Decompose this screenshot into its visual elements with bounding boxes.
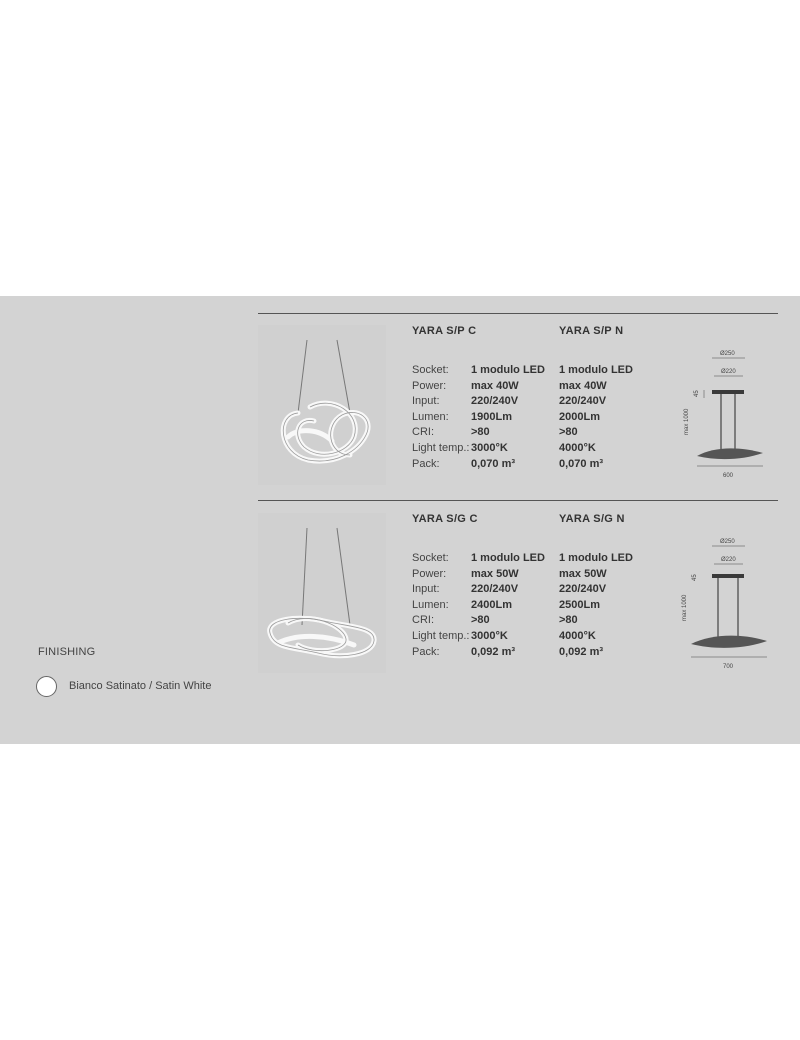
spec-label-power: Power: [412, 379, 447, 392]
spec-value: 0,070 m³ [471, 457, 516, 470]
model-name-c: YARA S/G C [412, 513, 478, 525]
spec-value: 2400Lm [471, 598, 512, 611]
spec-value: 3000°K [471, 441, 508, 454]
spec-label-cri: CRI: [412, 426, 434, 439]
spec-values-c [471, 551, 545, 660]
model-name-n: YARA S/G N [559, 513, 625, 525]
spec-value: 220/240V [559, 395, 607, 408]
spec-value: 220/240V [471, 583, 519, 596]
spec-value: 1 modulo LED [559, 364, 633, 376]
spec-value: 2500Lm [559, 598, 600, 611]
spec-value: >80 [471, 614, 490, 627]
spec-value: 1900Lm [471, 410, 512, 423]
product-yara-sp [258, 313, 788, 488]
spec-label-pack: Pack: [412, 645, 440, 658]
spec-value: 1 modulo LED [471, 364, 545, 376]
spec-value: 0,070 m³ [559, 457, 604, 470]
spec-value: 2000Lm [559, 410, 600, 423]
spec-value: 1 modulo LED [559, 552, 633, 564]
dim-max-height: max 1000 [682, 594, 688, 621]
spec-value: 4000°K [559, 441, 596, 454]
spec-value: 0,092 m³ [559, 645, 604, 658]
spec-values-n [559, 363, 633, 472]
dim-inner-diameter: Ø220 [721, 557, 736, 563]
spec-label-socket: Socket: [412, 364, 449, 376]
technical-drawing [682, 515, 773, 670]
dim-outer-diameter: Ø250 [720, 351, 735, 357]
finishing-title: FINISHING [38, 646, 96, 658]
spec-value: 220/240V [471, 395, 519, 408]
finish-label: Bianco Satinato / Satin White [69, 680, 212, 692]
spec-label-socket: Socket: [412, 552, 449, 564]
dim-outer-diameter: Ø250 [720, 539, 735, 545]
model-name-n: YARA S/P N [559, 325, 624, 337]
spec-labels [412, 551, 469, 660]
product-yara-sg [258, 501, 788, 676]
spec-value: 220/240V [559, 583, 607, 596]
spec-value: max 50W [559, 567, 607, 580]
dim-top-height: 45 [694, 390, 700, 397]
product-photo [258, 325, 386, 485]
spec-label-lumen: Lumen: [412, 598, 449, 611]
model-name-c: YARA S/P C [412, 325, 477, 337]
spec-label-input: Input: [412, 395, 440, 408]
spec-label-input: Input: [412, 583, 440, 596]
spec-value: >80 [559, 426, 578, 439]
spec-label-light-temp: Light temp.: [412, 629, 470, 642]
dim-width: 700 [723, 664, 734, 670]
spec-values-n [559, 551, 633, 660]
dim-max-height: max 1000 [684, 408, 690, 435]
spec-value: 3000°K [471, 629, 508, 642]
technical-drawing [683, 327, 773, 477]
dim-top-height: 45 [692, 574, 698, 581]
spec-label-pack: Pack: [412, 457, 440, 470]
spec-value: >80 [471, 426, 490, 439]
dim-inner-diameter: Ø220 [721, 369, 736, 375]
spec-value: max 50W [471, 567, 519, 580]
spec-value: max 40W [559, 379, 607, 392]
dim-width: 600 [723, 473, 734, 479]
product-photo [258, 513, 386, 673]
spec-value: 1 modulo LED [471, 552, 545, 564]
finish-swatch-satin-white[interactable] [36, 676, 57, 697]
spec-label-power: Power: [412, 567, 447, 580]
spec-values-c [471, 363, 545, 472]
spec-label-cri: CRI: [412, 614, 434, 627]
spec-label-lumen: Lumen: [412, 410, 449, 423]
spec-label-light-temp: Light temp.: [412, 441, 470, 454]
spec-value: >80 [559, 614, 578, 627]
pendant-lamp-image [258, 325, 386, 485]
spec-value: max 40W [471, 379, 519, 392]
pendant-lamp-image [258, 513, 386, 673]
spec-value: 0,092 m³ [471, 645, 516, 658]
spec-value: 4000°K [559, 629, 596, 642]
spec-labels [412, 363, 469, 472]
